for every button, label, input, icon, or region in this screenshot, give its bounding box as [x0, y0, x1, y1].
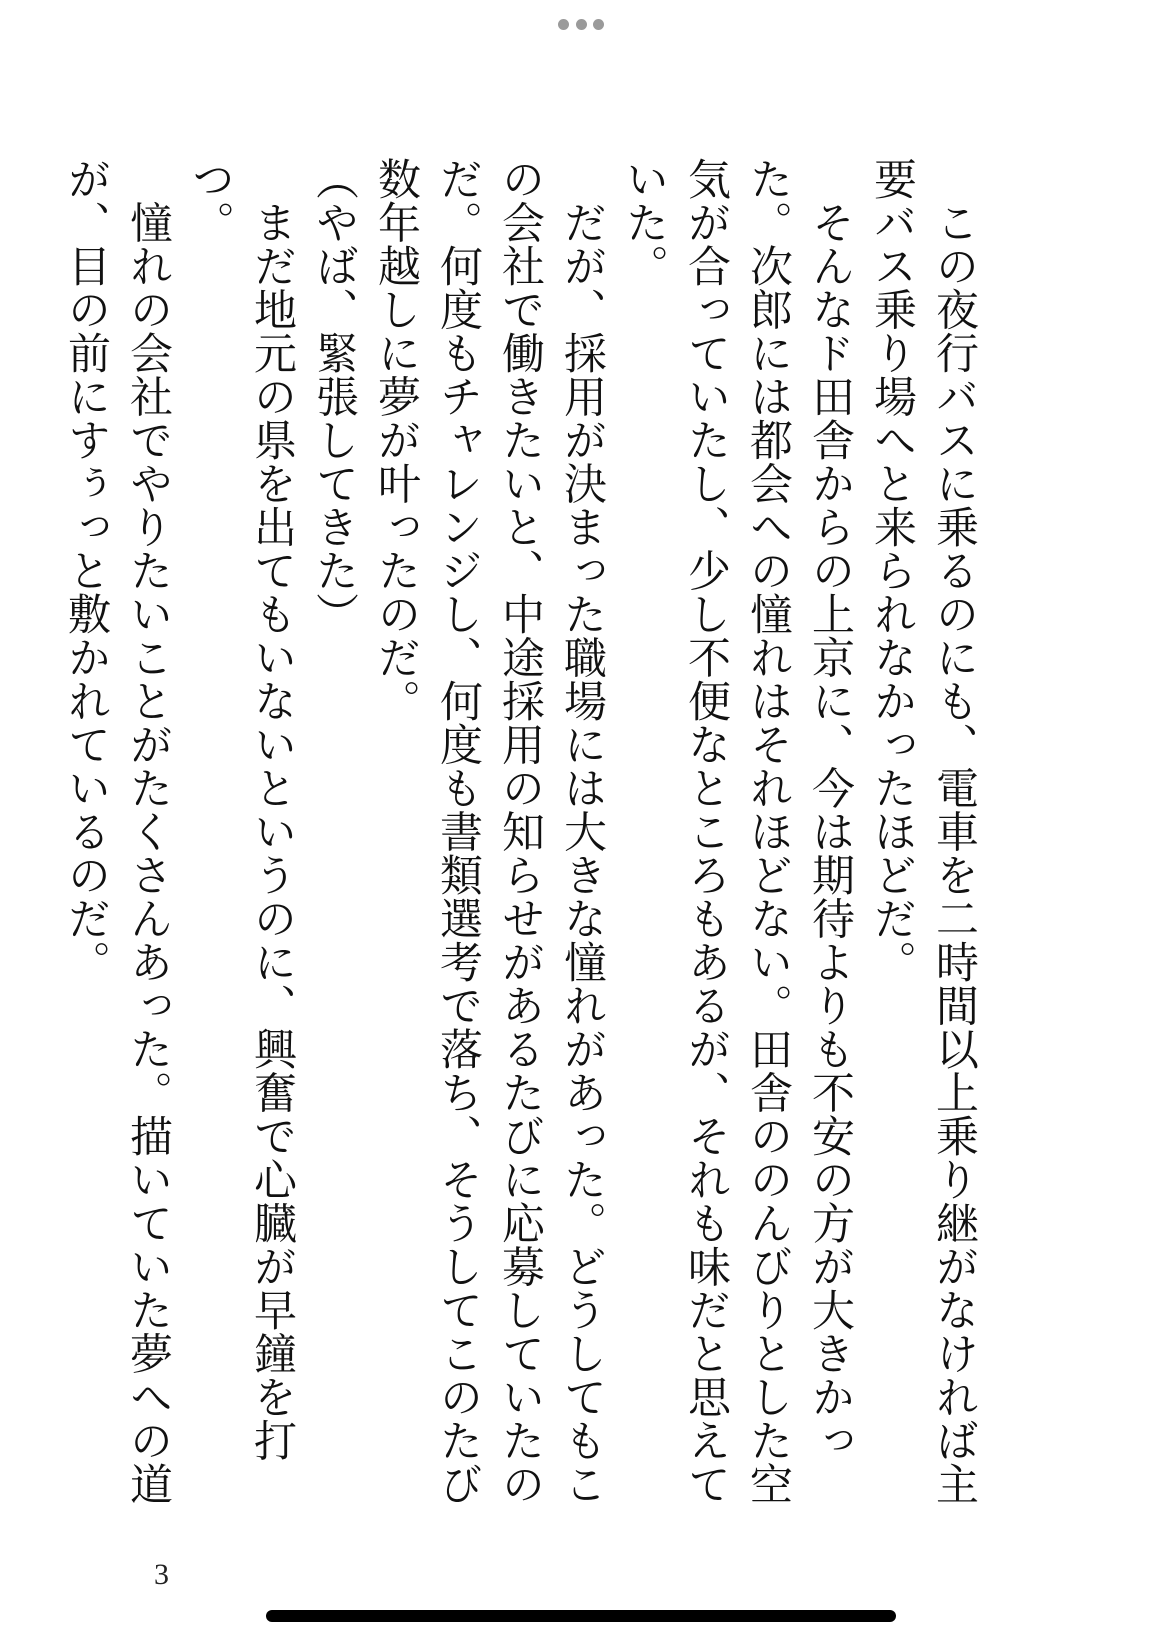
reading-page-text[interactable] [61, 157, 985, 1517]
paragraph: そんなド田舎からの上京に、今は期待よりも不安の方が大きかった。次郎には都会への憧れはそれほどない。田舎ののんびりとした空気が合っていたし、少し不便なところもあるが、それも味だと思えていた。 [619, 157, 855, 1506]
paragraph: まだ地元の県を出てもいないというのに、興奮で心臓が早鐘を打つ。 [185, 157, 297, 1462]
paragraph: （やば、緊張してきた） [309, 157, 359, 636]
home-indicator[interactable] [266, 1610, 896, 1622]
paragraph: 憧れの会社でやりたいことがたくさんあった。描いていた夢への道が、目の前にすぅっと敷かれているのだ。 [61, 157, 173, 1506]
menu-dot [558, 19, 569, 30]
more-dots-icon[interactable] [558, 16, 604, 32]
page-number: 3 [154, 1558, 169, 1591]
paragraph: だが、採用が決まった職場には大きな憧れがあった。どうしてもこの会社で働きたいと、中途採用の知らせがあるたびに応募していたのだ。何度もチャレンジし、何度も書類選考で落ち、そうしてこのたび数年越しに夢が叶ったのだ。 [371, 157, 607, 1506]
menu-dot [576, 19, 587, 30]
paragraph: この夜行バスに乗るのにも、電車を二時間以上乗り継がなければ主要バス乗り場へと来られなかったほどだ。 [867, 157, 979, 1506]
menu-dot [593, 19, 604, 30]
